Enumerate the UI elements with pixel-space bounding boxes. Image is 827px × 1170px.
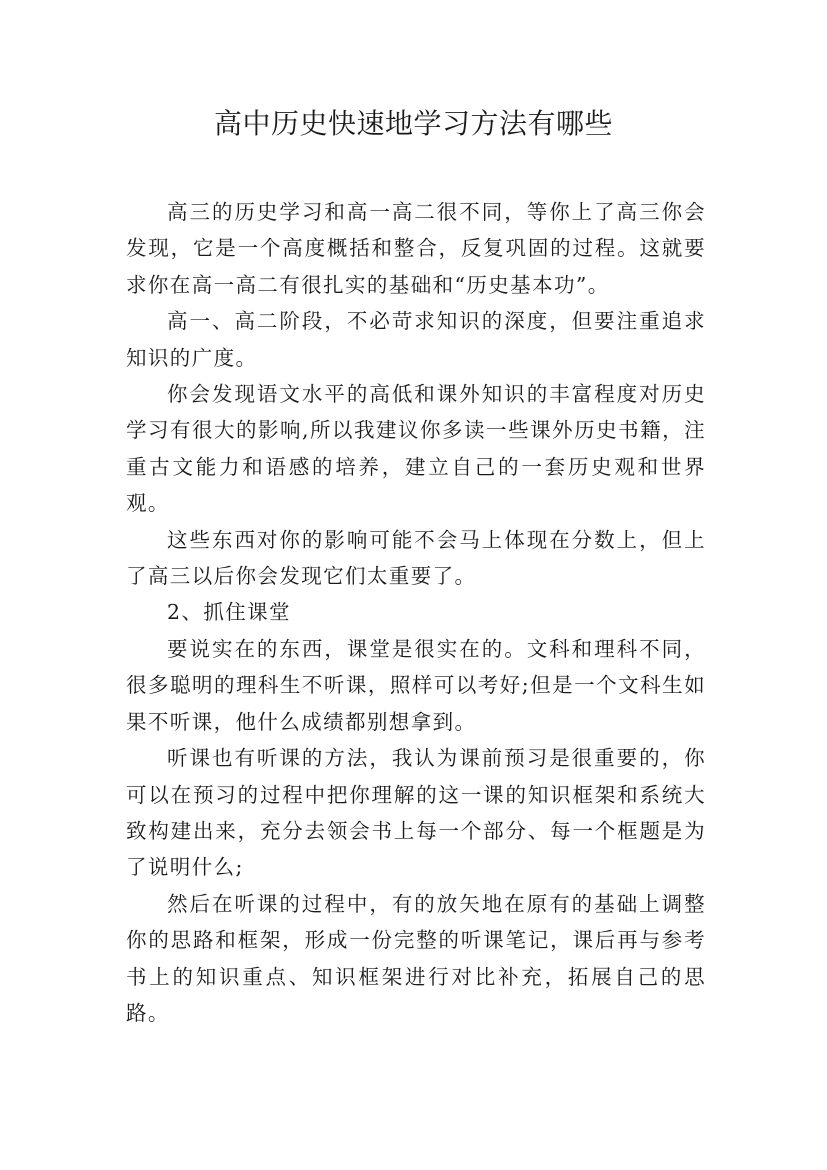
document-title: 高中历史快速地学习方法有哪些 xyxy=(213,107,613,140)
section-heading: 2、抓住课堂 xyxy=(167,600,291,625)
paragraph-6: 听课也有听课的方法，我认为课前预习是很重要的，你可以在预习的过程中把你理解的这一课的知识框架和系统大致构建出来，充分去领会书上每一个部分、每一个框题是为了说明什么; xyxy=(126,746,706,880)
paragraph-4: 这些东西对你的影响可能不会马上体现在分数上，但上了高三以后你会发现它们太重要了。 xyxy=(126,527,706,589)
paragraph-3: 你会发现语文水平的高低和课外知识的丰富程度对历史学习有很大的影响,所以我建议你多读一些课外历史书籍，注重古文能力和语感的培养，建立自己的一套历史观和世界观。 xyxy=(126,382,706,516)
document-body xyxy=(126,194,706,1031)
paragraph-5: 要说实在的东西，课堂是很实在的。文科和理科不同，很多聪明的理科生不听课，照样可以考好;但是一个文科生如果不听课，他什么成绩都别想拿到。 xyxy=(126,636,706,734)
paragraph-1: 高三的历史学习和高一高二很不同，等你上了高三你会发现，它是一个高度概括和整合，反复巩固的过程。这就要求你在高一高二有很扎实的基础和“历史基本功”。 xyxy=(126,200,706,297)
paragraph-2: 高一、高二阶段，不必苛求知识的深度，但要注重追求知识的广度。 xyxy=(126,309,706,370)
paragraph-7: 然后在听课的过程中，有的放矢地在原有的基础上调整你的思路和框架，形成一份完整的听课笔记，课后再与参考书上的知识重点、知识框架进行对比补充，拓展自己的思路。 xyxy=(126,891,706,1025)
